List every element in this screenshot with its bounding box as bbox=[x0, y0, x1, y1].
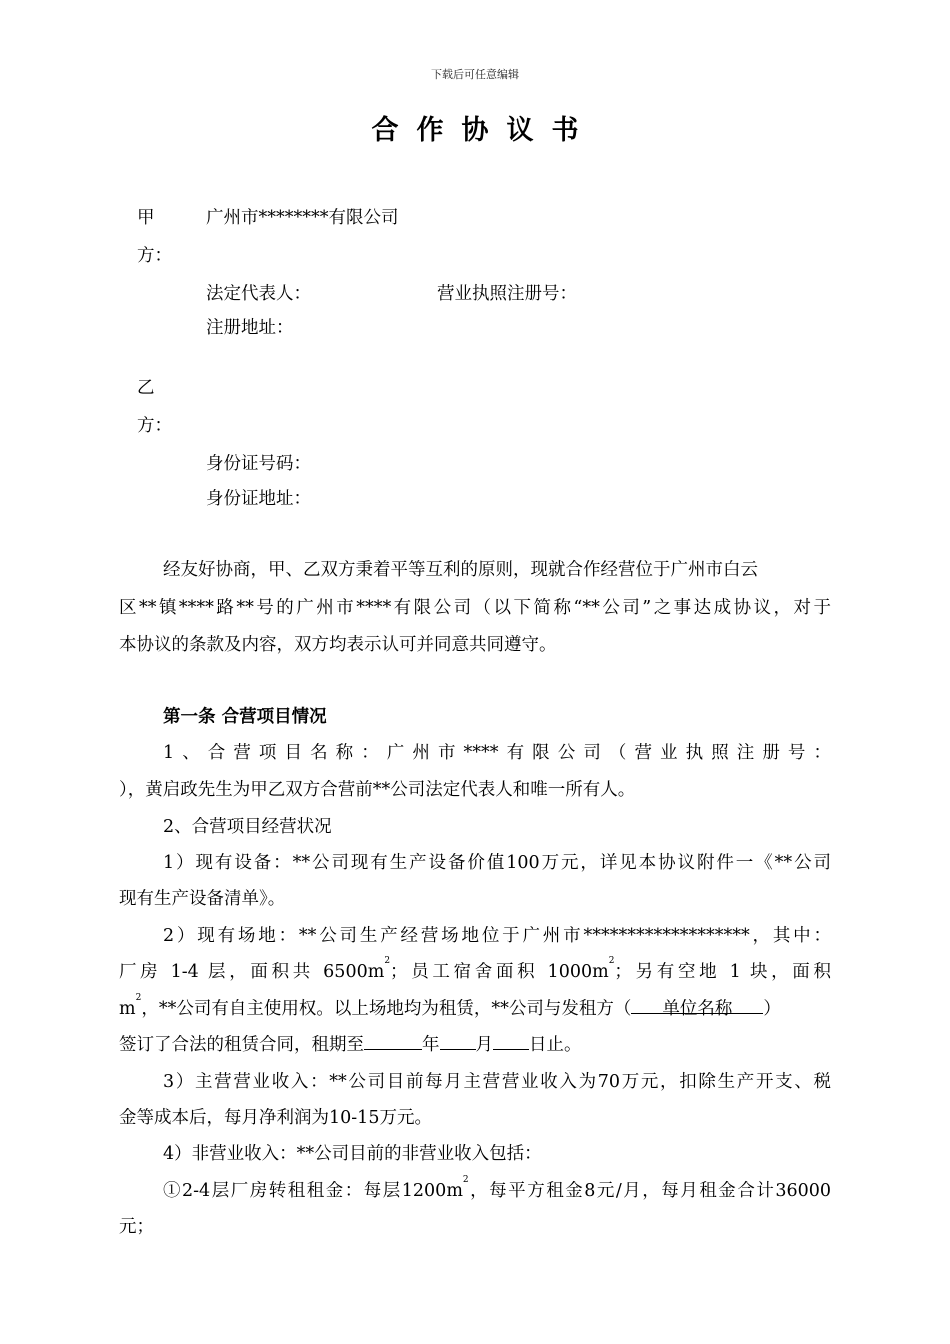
party-a-company: 广州市********有限公司 bbox=[206, 208, 399, 228]
article-1-p4-line-1: 2）现有场地：**公司生产经营场地位于广州市*******************，其中： bbox=[163, 926, 831, 946]
p4-line-3-part-c: ） bbox=[763, 999, 781, 1019]
day-blank bbox=[493, 1031, 529, 1050]
superscript-2: 2 bbox=[608, 956, 615, 966]
article-1-p4-line-2 bbox=[119, 958, 831, 983]
superscript-2: 2 bbox=[135, 993, 142, 1003]
party-b-id-no: 身份证号码： bbox=[206, 454, 311, 474]
superscript-2: 2 bbox=[462, 1175, 469, 1185]
lessor-name-blank: 单位名称 bbox=[631, 995, 763, 1014]
year-label: 年 bbox=[422, 1035, 440, 1055]
month-blank bbox=[440, 1031, 476, 1050]
party-b-id-address: 身份证地址： bbox=[206, 489, 311, 509]
intro-line-1: 经友好协商，甲、乙双方秉着平等互利的原则，现就合作经营位于广州市白云 bbox=[163, 560, 758, 580]
p4-line-2-part-b: ；员工宿舍面积 1000m bbox=[390, 962, 609, 982]
party-b-label-bottom: 方： bbox=[137, 416, 172, 436]
article-1-heading: 第一条 合营项目情况 bbox=[163, 707, 327, 727]
p7-line-1-part-b: ，每平方租金8元/月，每月租金合计36000 bbox=[468, 1181, 832, 1201]
party-a-license-no: 营业执照注册号： bbox=[437, 284, 577, 304]
p4-line-2-part-c: ；另有空地 1 块，面积 bbox=[614, 962, 831, 982]
article-1-p3-line-1: 1）现有设备：**公司现有生产设备价值100万元，详见本协议附件一《**公司 bbox=[163, 853, 831, 873]
article-1-p2: 2、合营项目经营状况 bbox=[163, 817, 332, 837]
article-1-p7-line-2: 元； bbox=[119, 1217, 154, 1237]
p4-line-3-part-a: m bbox=[119, 999, 136, 1019]
superscript-2: 2 bbox=[384, 956, 391, 966]
party-a-label-bottom: 方： bbox=[137, 246, 172, 266]
article-1-p5-line-2: 金等成本后，每月净利润为10-15万元。 bbox=[119, 1108, 432, 1128]
article-1-p4-line-3 bbox=[119, 995, 781, 1020]
article-1-p7-line-1 bbox=[163, 1177, 831, 1202]
p7-line-1-part-a: ①2-4层厂房转租租金：每层1200m bbox=[163, 1181, 463, 1201]
year-blank bbox=[364, 1031, 422, 1050]
article-1-p5-line-1: 3）主营营业收入：**公司目前每月主营营业收入为70万元，扣除生产开支、税 bbox=[163, 1072, 831, 1092]
month-label: 月 bbox=[475, 1035, 493, 1055]
party-a-label-top: 甲 bbox=[137, 208, 155, 228]
p4-line-2-part-a: 厂房 1-4 层，面积共 6500m bbox=[119, 962, 385, 982]
article-1-p4-line-4 bbox=[119, 1031, 582, 1056]
article-1-p3-line-2: 现有生产设备清单》。 bbox=[119, 889, 286, 909]
party-a-reg-address: 注册地址： bbox=[206, 318, 294, 338]
article-1-p1-line-1: 1、合营项目名称：广州市****有限公司（营业执照注册号： bbox=[163, 743, 831, 763]
intro-line-3: 本协议的条款及内容，双方均表示认可并同意共同遵守。 bbox=[119, 635, 557, 655]
article-1-p6: 4）非营业收入：**公司目前的非营业收入包括： bbox=[163, 1144, 542, 1164]
page-header: 下载后可任意编辑 bbox=[431, 68, 519, 81]
p4-line-4-part-a: 签订了合法的租赁合同，租期至 bbox=[119, 1035, 364, 1055]
article-1-p1-line-2: ），黄启政先生为甲乙双方合营前**公司法定代表人和唯一所有人。 bbox=[119, 780, 636, 800]
document-title: 合作协议书 bbox=[371, 115, 597, 146]
p4-line-3-part-b: ，**公司有自主使用权。以上场地均为租赁，**公司与发租方（ bbox=[141, 999, 632, 1019]
party-b-label-top: 乙 bbox=[137, 378, 155, 398]
party-a-legal-rep: 法定代表人： bbox=[206, 284, 311, 304]
intro-line-2: 区**镇****路**号的广州市****有限公司（以下简称“**公司”之事达成协议，对于 bbox=[119, 598, 831, 618]
p4-line-4-part-b: 日止。 bbox=[529, 1035, 582, 1055]
